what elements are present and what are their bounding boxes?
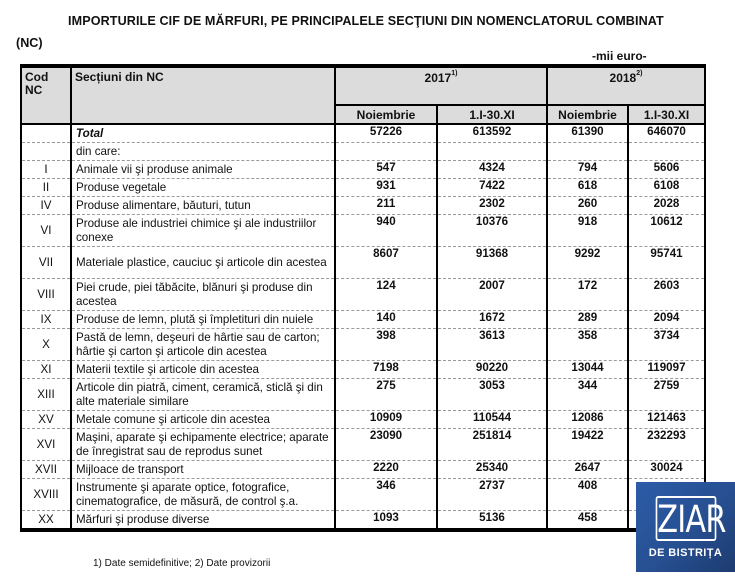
cell-section: Produse alimentare, băuturi, tutun bbox=[71, 197, 335, 215]
year-2017-footnote-marker: 1) bbox=[451, 70, 458, 77]
table-row bbox=[21, 511, 705, 531]
cell-2017-cumulative: 25340 bbox=[437, 461, 547, 479]
cell-2018-cumulative: 232293 bbox=[628, 429, 705, 461]
cell-section: Articole din piatră, ciment, ceramică, sticlă şi din alte materiale similare bbox=[71, 379, 335, 411]
cell-2018-cumulative: 2094 bbox=[628, 311, 705, 329]
logo-sub-text: DE BISTRIȚA bbox=[648, 547, 723, 559]
cell-code: VIII bbox=[21, 279, 71, 311]
table-row bbox=[21, 179, 705, 197]
cell-code: IX bbox=[21, 311, 71, 329]
cell-2018-november: 260 bbox=[547, 197, 628, 215]
cell-section: Instrumente şi aparate optice, fotografice, cinematografice, de măsură, de control ş.a. bbox=[71, 479, 335, 511]
table-row-total bbox=[21, 124, 705, 143]
cell-2017-cumulative: 90220 bbox=[437, 361, 547, 379]
cell-section: din care: bbox=[71, 143, 335, 161]
cell-2017-november: 2220 bbox=[335, 461, 437, 479]
cell-2018-november: 408 bbox=[547, 479, 628, 511]
cell-2018-november: 618 bbox=[547, 179, 628, 197]
table-row bbox=[21, 379, 705, 411]
cell-2017-cumulative: 2737 bbox=[437, 479, 547, 511]
cell-code: XVII bbox=[21, 461, 71, 479]
cell-2017-november: 398 bbox=[335, 329, 437, 361]
cell-section: Metale comune şi articole din acestea bbox=[71, 411, 335, 429]
cell-2018-cumulative: 10612 bbox=[628, 215, 705, 247]
cell-2018-cumulative: 3734 bbox=[628, 329, 705, 361]
cell-2017-november: 23090 bbox=[335, 429, 437, 461]
subheader-2017-november: Noiembrie bbox=[335, 105, 437, 124]
cell-2018-november: 344 bbox=[547, 379, 628, 411]
cell-code: XVIII bbox=[21, 479, 71, 511]
cell-2017-cumulative: 5136 bbox=[437, 511, 547, 531]
cell-code: I bbox=[21, 161, 71, 179]
cell-code: XIII bbox=[21, 379, 71, 411]
cell-code: VI bbox=[21, 215, 71, 247]
cell-code: XVI bbox=[21, 429, 71, 461]
table-row bbox=[21, 279, 705, 311]
cell-section: Materii textile şi articole din acestea bbox=[71, 361, 335, 379]
cell-section: Materiale plastice, cauciuc şi articole din acestea bbox=[71, 247, 335, 279]
table-row bbox=[21, 329, 705, 361]
cell-section: Produse vegetale bbox=[71, 179, 335, 197]
cell-2017-november: 931 bbox=[335, 179, 437, 197]
cell-2017-november: 940 bbox=[335, 215, 437, 247]
table-row bbox=[21, 197, 705, 215]
table-row bbox=[21, 361, 705, 379]
cell-code: XV bbox=[21, 411, 71, 429]
cell-2018-cumulative: 2603 bbox=[628, 279, 705, 311]
cell-section: Mijloace de transport bbox=[71, 461, 335, 479]
cell-section: Total bbox=[71, 124, 335, 143]
cell-2018-november: 12086 bbox=[547, 411, 628, 429]
cell-section: Piei crude, piei tăbăcite, blănuri şi produse din acestea bbox=[71, 279, 335, 311]
unit-label: -mii euro- bbox=[592, 49, 647, 63]
cell-2017-november: 211 bbox=[335, 197, 437, 215]
table-row bbox=[21, 411, 705, 429]
cell-code: X bbox=[21, 329, 71, 361]
cell-2017-cumulative: 3053 bbox=[437, 379, 547, 411]
table-row bbox=[21, 215, 705, 247]
header-year-2017 bbox=[335, 66, 547, 105]
header-section-label: Secțiuni din NC bbox=[75, 70, 164, 84]
table-body bbox=[21, 124, 705, 530]
cell-2017-november bbox=[335, 143, 437, 161]
cell-code bbox=[21, 124, 71, 143]
table-row bbox=[21, 429, 705, 461]
header-year-2018 bbox=[547, 66, 705, 105]
year-2018-label: 2018 bbox=[609, 71, 637, 85]
cell-2018-cumulative: 30024 bbox=[628, 461, 705, 479]
cell-code: XI bbox=[21, 361, 71, 379]
cell-2017-november: 1093 bbox=[335, 511, 437, 531]
year-2017-label: 2017 bbox=[424, 71, 452, 85]
subheader-2018-november: Noiembrie bbox=[547, 105, 628, 124]
cell-2018-cumulative: 5606 bbox=[628, 161, 705, 179]
cell-2017-cumulative: 4324 bbox=[437, 161, 547, 179]
cell-2018-cumulative: 2028 bbox=[628, 197, 705, 215]
cell-section: Animale vii şi produse animale bbox=[71, 161, 335, 179]
cell-section: Pastă de lemn, deşeuri de hârtie sau de carton; hârtie şi carton şi articole din acestea bbox=[71, 329, 335, 361]
cell-2017-november: 346 bbox=[335, 479, 437, 511]
cell-2018-november: 172 bbox=[547, 279, 628, 311]
cell-2017-november: 547 bbox=[335, 161, 437, 179]
cell-2018-november bbox=[547, 143, 628, 161]
subheader-2018-cumulative: 1.I-30.XI bbox=[628, 105, 705, 124]
cell-2018-november: 289 bbox=[547, 311, 628, 329]
cell-2017-cumulative: 2302 bbox=[437, 197, 547, 215]
year-2018-footnote-marker: 2) bbox=[636, 70, 643, 77]
cell-2017-cumulative: 613592 bbox=[437, 124, 547, 143]
cell-2018-november: 794 bbox=[547, 161, 628, 179]
cell-code: VII bbox=[21, 247, 71, 279]
cell-2018-november: 2647 bbox=[547, 461, 628, 479]
cell-section: Maşini, aparate şi echipamente electrice; aparate de înregistrat sau de reprodus sunet bbox=[71, 429, 335, 461]
cell-section: Produse ale industriei chimice şi ale industriilor conexe bbox=[71, 215, 335, 247]
cell-2018-cumulative: 95741 bbox=[628, 247, 705, 279]
cell-2017-cumulative: 3613 bbox=[437, 329, 547, 361]
header-code bbox=[21, 66, 71, 124]
cell-code: XX bbox=[21, 511, 71, 531]
cell-2017-cumulative bbox=[437, 143, 547, 161]
cell-code: IV bbox=[21, 197, 71, 215]
cell-2018-november: 19422 bbox=[547, 429, 628, 461]
cell-code: II bbox=[21, 179, 71, 197]
cell-2017-cumulative: 251814 bbox=[437, 429, 547, 461]
logo-main-text: ZIAR bbox=[657, 498, 726, 541]
cell-2017-november: 275 bbox=[335, 379, 437, 411]
cell-section: Mărfuri şi produse diverse bbox=[71, 511, 335, 531]
cell-2018-november: 358 bbox=[547, 329, 628, 361]
header-code-label: Cod NC bbox=[25, 70, 49, 97]
cell-2018-november: 13044 bbox=[547, 361, 628, 379]
cell-2018-cumulative: 6108 bbox=[628, 179, 705, 197]
cell-2018-cumulative: 119097 bbox=[628, 361, 705, 379]
cell-2018-november: 9292 bbox=[547, 247, 628, 279]
table-row bbox=[21, 143, 705, 161]
document-title-continuation: (NC) bbox=[16, 36, 43, 50]
cell-section: Produse de lemn, plută şi împletituri din nuiele bbox=[71, 311, 335, 329]
table-row bbox=[21, 161, 705, 179]
cell-2017-cumulative: 110544 bbox=[437, 411, 547, 429]
table-row bbox=[21, 479, 705, 511]
watermark-logo bbox=[636, 482, 735, 572]
cell-2017-november: 57226 bbox=[335, 124, 437, 143]
cell-2017-cumulative: 91368 bbox=[437, 247, 547, 279]
cell-2017-november: 140 bbox=[335, 311, 437, 329]
cell-code bbox=[21, 143, 71, 161]
subheader-2017-cumulative: 1.I-30.XI bbox=[437, 105, 547, 124]
cell-2017-cumulative: 7422 bbox=[437, 179, 547, 197]
cell-2018-november: 61390 bbox=[547, 124, 628, 143]
cell-2017-cumulative: 2007 bbox=[437, 279, 547, 311]
table-row bbox=[21, 461, 705, 479]
cell-2018-cumulative bbox=[628, 143, 705, 161]
imports-table bbox=[20, 64, 706, 532]
cell-2018-cumulative: 646070 bbox=[628, 124, 705, 143]
cell-2017-november: 10909 bbox=[335, 411, 437, 429]
cell-2017-cumulative: 10376 bbox=[437, 215, 547, 247]
cell-2017-november: 7198 bbox=[335, 361, 437, 379]
cell-2018-cumulative: 2759 bbox=[628, 379, 705, 411]
cell-2018-cumulative: 121463 bbox=[628, 411, 705, 429]
cell-2017-november: 124 bbox=[335, 279, 437, 311]
footnote: 1) Date semidefinitive; 2) Date provizorii bbox=[93, 558, 271, 569]
document-title: IMPORTURILE CIF DE MĂRFURI, PE PRINCIPALELE SECŢIUNI DIN NOMENCLATORUL COMBINAT bbox=[68, 14, 664, 28]
cell-2017-cumulative: 1672 bbox=[437, 311, 547, 329]
cell-2017-november: 8607 bbox=[335, 247, 437, 279]
table-row bbox=[21, 247, 705, 279]
table-row bbox=[21, 311, 705, 329]
header-section bbox=[71, 66, 335, 124]
cell-2018-november: 918 bbox=[547, 215, 628, 247]
cell-2018-november: 458 bbox=[547, 511, 628, 531]
